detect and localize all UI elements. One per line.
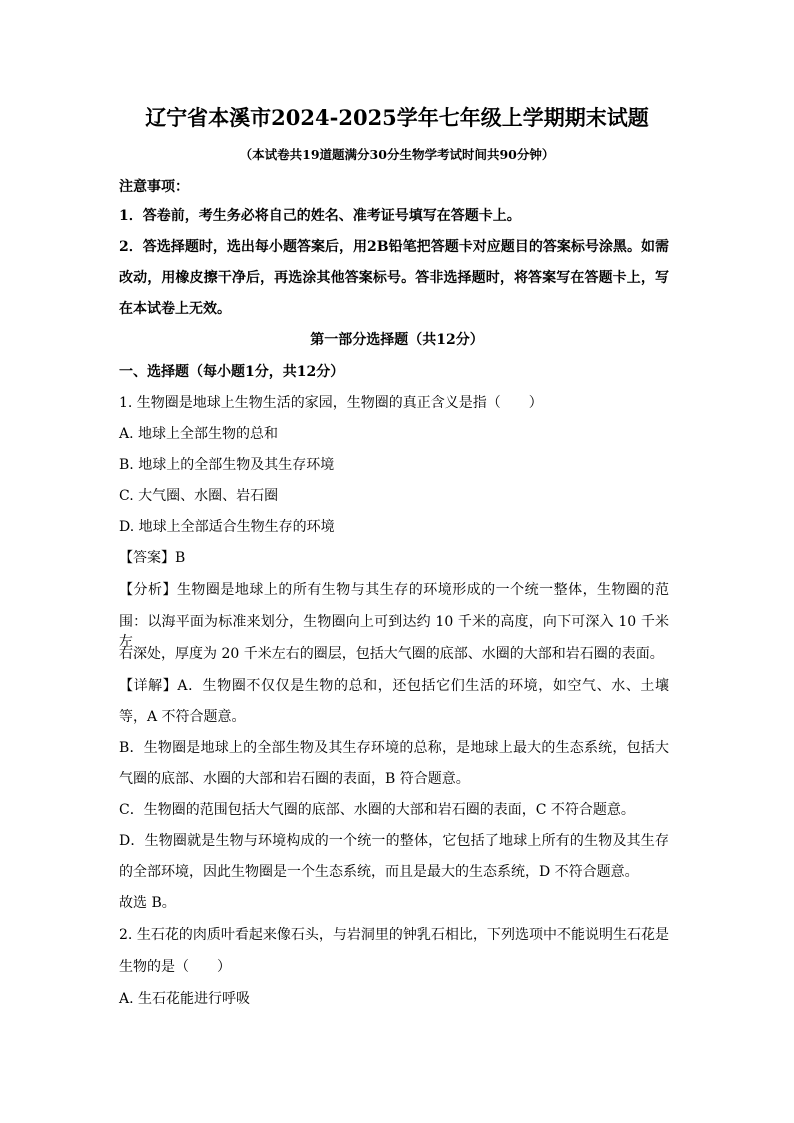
exam-subtitle: （本试卷共19道题满分30分生物学考试时间共90分钟） (239, 147, 555, 162)
question-1-option-c: C. 大气圈、水圈、岩石圈 (119, 488, 279, 504)
notice-heading: 注意事项： (119, 179, 189, 195)
question-2-option-a: A. 生石花能进行呼吸 (119, 991, 251, 1007)
question-1-detail-line-3: B．生物圈是地球上的全部生物及其生存环境的总称，是地球上最大的生态系统，包括大 (119, 740, 669, 756)
question-1-detail-line-6: D．生物圈就是生物与环境构成的一个统一的整体，它包括了地球上所有的生物及其生存 (119, 833, 669, 849)
notice-item-2-line-1: 2．答选择题时，选出每小题答案后，用2B铅笔把答题卡对应题目的答案标号涂黑。如需 (119, 239, 669, 255)
question-1-option-b: B. 地球上的全部生物及其生存环境 (119, 457, 335, 473)
question-2-stem-line-2: 生物的是（ ） (119, 959, 231, 975)
question-1-answer: 【答案】B (119, 550, 186, 566)
question-1-analysis-line-3: 右深处，厚度为 20 千米左右的圈层，包括大气圈的底部、水圈的大部和岩石圈的表面。 (119, 646, 664, 662)
question-1-conclusion: 故选 B。 (119, 895, 176, 911)
question-1-stem: 1. 生物圈是地球上生物生活的家园，生物圈的真正含义是指（ ） (119, 395, 543, 411)
part-title: 第一部分选择题（共12分） (310, 332, 484, 348)
section-heading: 一、选择题（每小题1分，共12分） (119, 364, 345, 380)
question-2-stem-line-1: 2. 生石花的肉质叶看起来像石头，与岩洞里的钟乳石相比，下列选项中不能说明生石花是 (119, 927, 669, 943)
question-1-option-a: A. 地球上全部生物的总和 (119, 426, 279, 442)
notice-item-2-line-2: 改动，用橡皮擦干净后，再选涂其他答案标号。答非选择题时，将答案写在答题卡上，写 (119, 270, 669, 286)
question-1-analysis-line-1: 【分析】生物圈是地球上的所有生物与其生存的环境形成的一个统一整体，生物圈的范 (119, 582, 669, 598)
question-1-detail-line-1: 【详解】A．生物圈不仅仅是生物的总和，还包括它们生活的环境，如空气、水、土壤 (119, 678, 669, 694)
question-1-detail-line-5: C．生物圈的范围包括大气圈的底部、水圈的大部和岩石圈的表面，C 不符合题意。 (119, 802, 635, 818)
question-1-detail-line-4: 气圈的底部、水圈的大部和岩石圈的表面，B 符合题意。 (119, 771, 470, 787)
question-1-detail-line-7: 的全部环境，因此生物圈是一个生态系统，而且是最大的生态系统，D 不符合题意。 (119, 864, 639, 880)
question-1-option-d: D. 地球上全部适合生物生存的环境 (119, 519, 335, 535)
notice-item-2-line-3: 在本试卷上无效。 (119, 301, 231, 317)
exam-title: 辽宁省本溪市2024-2025学年七年级上学期期末试题 (145, 105, 649, 130)
question-1-analysis-line-2: 围：以海平面为标准来划分，生物圈向上可到达约 10 千米的高度，向下可深入 10 千米左 (119, 614, 669, 650)
question-1-detail-line-2: 等，A 不符合题意。 (119, 709, 246, 725)
notice-item-1: 1．答卷前，考生务必将自己的姓名、准考证号填写在答题卡上。 (119, 208, 521, 224)
